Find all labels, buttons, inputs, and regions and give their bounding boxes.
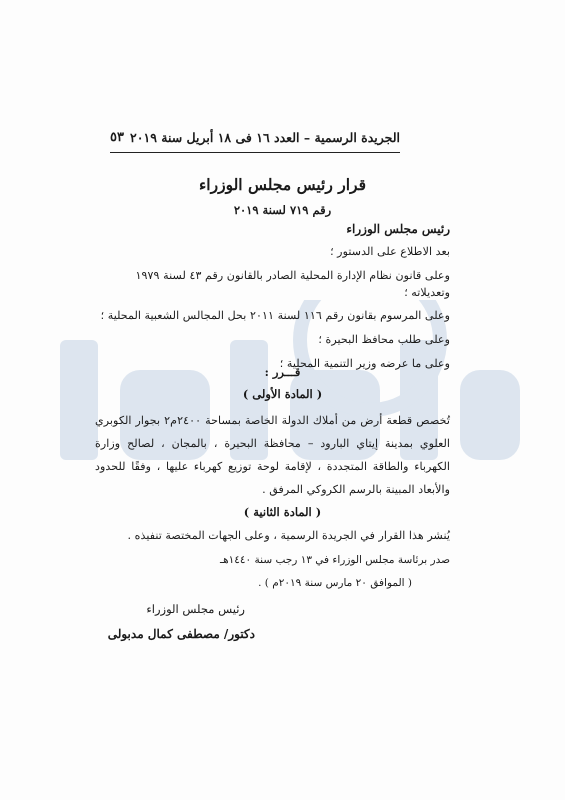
preamble-line: وعلى طلب محافظ البحيرة ؛ — [318, 333, 450, 347]
decree-number: رقم ٧١٩ لسنة ٢٠١٩ — [233, 203, 332, 217]
gazette-issue-title: الجريدة الرسمية – العدد ١٦ فى ١٨ أبريل سنة ٢٠١٩ — [130, 130, 400, 145]
decided-label: قـــرر : — [264, 365, 301, 379]
issued-date-hijri: صدر برئاسة مجلس الوزراء في ١٣ رجب سنة ١٤٤٠هـ — [220, 554, 450, 566]
preamble-block — [95, 220, 450, 373]
article-1-text: تُخصص قطعة أرض من أملاك الدولة الخاصة بمساحة ٢٤٠٠م٢ بجوار الكوبري العلوي بمدينة إيتاي البارود – محافظة البحيرة ، بالمجان ، لصالح وزارة الكهرباء والطاقة المتجددة ، لإقامة لوحة توزيع كهرباء عليها ، وفقًا للحدود والأبعاد المبينة بالرسم الكروكي المرفق . — [95, 414, 450, 496]
issued-date-gregorian: ( الموافق ٢٠ مارس سنة ٢٠١٩م ) . — [258, 577, 412, 589]
preamble-issuer: رئيس مجلس الوزراء — [346, 222, 450, 236]
preamble-line: وعلى المرسوم بقانون رقم ١١٦ لسنة ٢٠١١ بحل المجالس الشعبية المحلية ؛ — [100, 309, 450, 323]
preamble-line: بعد الاطلاع على الدستور ؛ — [330, 245, 450, 258]
article-1-heading: ( المادة الأولى ) — [242, 387, 323, 401]
running-header — [110, 130, 400, 152]
decree-title: قرار رئيس مجلس الوزراء — [199, 175, 366, 194]
header-rule — [110, 152, 400, 153]
preamble-line: وعلى قانون نظام الإدارة المحلية الصادر بالقانون رقم ٤٣ لسنة ١٩٧٩ وتعديلاته ؛ — [135, 268, 450, 299]
page-number: ٥٣ — [110, 130, 124, 145]
signature-title: رئيس مجلس الوزراء — [146, 602, 245, 616]
preamble-line: وعلى ما عرضه وزير التنمية المحلية ؛ — [279, 356, 450, 370]
article-2-heading: ( المادة الثانية ) — [243, 505, 322, 519]
article-2-text: يُنشر هذا القرار في الجريدة الرسمية ، وعلى الجهات المختصة تنفيذه . — [127, 529, 450, 542]
signature-name: دكتور/ مصطفى كمال مدبولى — [107, 627, 255, 641]
